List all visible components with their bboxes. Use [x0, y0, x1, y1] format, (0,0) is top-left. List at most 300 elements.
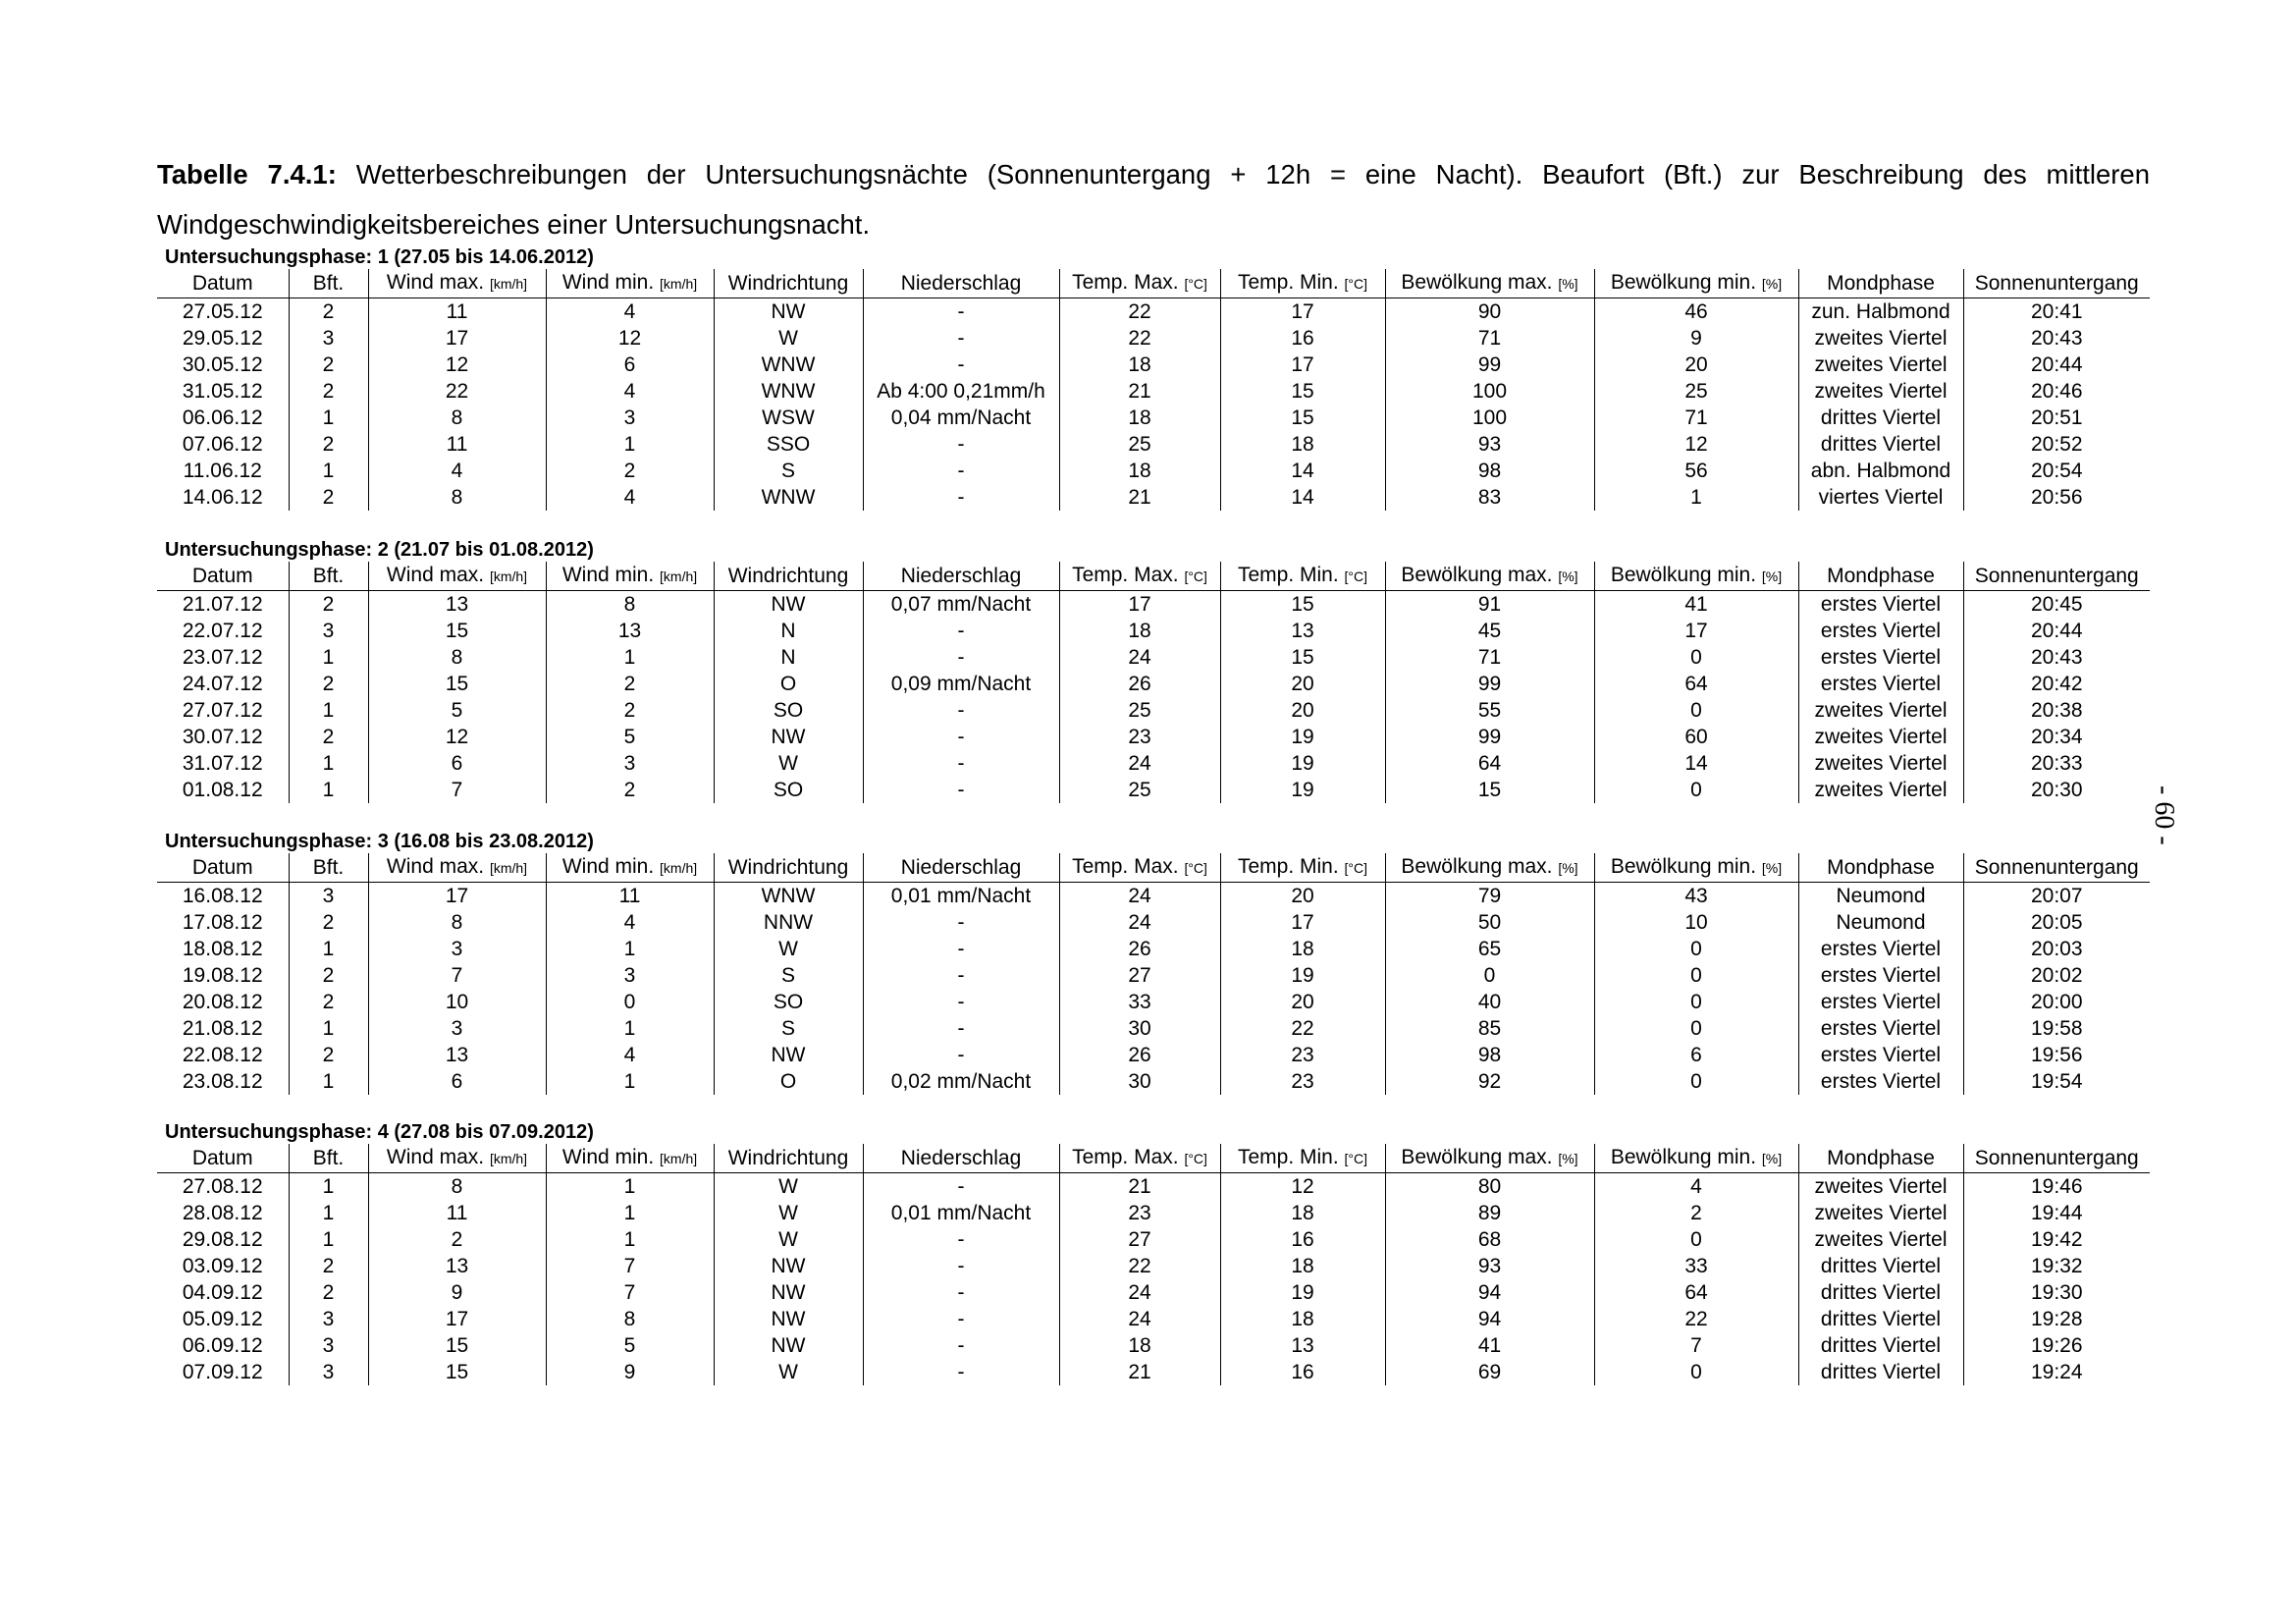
column-header — [546, 269, 714, 298]
column-header-label: Mondphase — [1827, 856, 1935, 879]
table-cell: 19 — [1220, 724, 1385, 750]
table-cell: 12 — [1594, 431, 1798, 458]
column-header-label: Wind min. — [561, 271, 655, 294]
table-row — [157, 777, 2150, 803]
column-header — [368, 853, 546, 883]
table-cell: 94 — [1385, 1306, 1594, 1332]
column-header-unit: [%] — [1761, 568, 1783, 584]
table-cell: 1 — [289, 405, 368, 431]
table-cell: - — [863, 909, 1059, 936]
table-cell: - — [863, 1042, 1059, 1068]
table-cell: 17 — [1220, 298, 1385, 326]
table-row — [157, 1042, 2150, 1068]
column-header-label: Sonnenuntergang — [1974, 1147, 2139, 1169]
table-cell: 90 — [1385, 298, 1594, 326]
table-cell: 23.08.12 — [182, 1070, 263, 1093]
table-cell: - — [863, 618, 1059, 644]
column-header-label: Sonnenuntergang — [1974, 272, 2139, 295]
column-header-unit: [%] — [1558, 1151, 1578, 1166]
table-cell: 4 — [546, 298, 714, 326]
table-cell: 1 — [289, 1015, 368, 1042]
table-cell: - — [863, 989, 1059, 1015]
table-cell: 5 — [546, 724, 714, 750]
table-cell: WNW — [714, 378, 863, 405]
column-header-label: Niederschlag — [900, 856, 1022, 879]
table-cell: 19 — [1220, 1279, 1385, 1306]
table-cell: 20:41 — [1963, 298, 2150, 326]
table-cell: zweites Viertel — [1798, 750, 1963, 777]
table-cell: erstes Viertel — [1798, 591, 1963, 619]
table-cell: 13 — [368, 1042, 546, 1068]
table-row — [157, 1359, 2150, 1385]
table-cell: W — [714, 936, 863, 962]
table-cell: 15 — [1220, 644, 1385, 671]
column-header — [863, 853, 1059, 883]
column-header-label: Datum — [191, 272, 253, 295]
table-cell: erstes Viertel — [1798, 1015, 1963, 1042]
column-header-label: Sonnenuntergang — [1974, 856, 2139, 879]
table-cell: W — [714, 1200, 863, 1226]
table-cell: - — [863, 724, 1059, 750]
table-cell: 8 — [368, 405, 546, 431]
table-cell: 8 — [546, 1306, 714, 1332]
table-cell: erstes Viertel — [1798, 989, 1963, 1015]
table-cell: 19:58 — [1963, 1015, 2150, 1042]
table-cell: 21.08.12 — [182, 1017, 263, 1040]
table-cell: 22 — [368, 378, 546, 405]
table-cell: 8 — [368, 909, 546, 936]
table-cell: 16 — [1220, 325, 1385, 352]
table-cell: 18 — [1059, 458, 1220, 484]
table-cell: 1 — [289, 1173, 368, 1201]
table-cell: 1 — [289, 750, 368, 777]
table-row — [157, 618, 2150, 644]
column-header-label: Mondphase — [1827, 565, 1935, 587]
column-header — [1220, 853, 1385, 883]
table-cell: 13 — [546, 618, 714, 644]
table-cell: 21 — [1059, 378, 1220, 405]
column-header-label: Mondphase — [1827, 272, 1935, 295]
table-cell: 98 — [1385, 458, 1594, 484]
column-header-label: Bewölkung min. — [1610, 564, 1757, 586]
table-cell: 19:56 — [1963, 1042, 2150, 1068]
table-cell: 17 — [368, 1306, 546, 1332]
table-cell: erstes Viertel — [1798, 1068, 1963, 1095]
table-row — [157, 458, 2150, 484]
column-header — [1798, 853, 1963, 883]
table-cell: 2 — [289, 352, 368, 378]
table-cell: 6 — [368, 1068, 546, 1095]
table-cell: 12 — [368, 352, 546, 378]
table-cell: 85 — [1385, 1015, 1594, 1042]
table-cell: 20:03 — [1963, 936, 2150, 962]
table-cell: 19:32 — [1963, 1253, 2150, 1279]
table-cell: 55 — [1385, 697, 1594, 724]
table-cell: 20:56 — [1963, 484, 2150, 511]
table-cell: 1 — [546, 1200, 714, 1226]
table-row — [157, 352, 2150, 378]
table-cell: 89 — [1385, 1200, 1594, 1226]
table-cell: 20:43 — [1963, 644, 2150, 671]
column-header — [157, 269, 289, 298]
table-cell: 20:46 — [1963, 378, 2150, 405]
table-cell: 3 — [546, 405, 714, 431]
table-cell: 0 — [1594, 1359, 1798, 1385]
table-cell: 10 — [1594, 909, 1798, 936]
column-header — [714, 269, 863, 298]
table-cell: 19.08.12 — [182, 964, 263, 987]
column-header-label: Temp. Max. — [1072, 271, 1179, 294]
table-cell: Ab 4:00 0,21mm/h — [863, 378, 1059, 405]
table-cell: 22.08.12 — [182, 1044, 263, 1066]
column-header — [1594, 269, 1798, 298]
column-header — [1385, 1144, 1594, 1173]
table-cell: SO — [714, 697, 863, 724]
table-cell: zweites Viertel — [1798, 378, 1963, 405]
table-cell: 22 — [1059, 298, 1220, 326]
table-cell: 0 — [1594, 962, 1798, 989]
column-header-unit: [km/h] — [660, 860, 698, 876]
table-cell: zweites Viertel — [1798, 777, 1963, 803]
column-header-label: Bewölkung max. — [1401, 564, 1553, 586]
table-cell: 0,01 mm/Nacht — [863, 1200, 1059, 1226]
table-cell: 19:26 — [1963, 1332, 2150, 1359]
table-row — [157, 325, 2150, 352]
table-cell: 92 — [1385, 1068, 1594, 1095]
table-cell: 27.08.12 — [182, 1175, 263, 1198]
table-cell: 10 — [368, 989, 546, 1015]
table-cell: 17 — [1594, 618, 1798, 644]
table-cell: 7 — [368, 777, 546, 803]
table-cell: 83 — [1385, 484, 1594, 511]
column-header — [863, 562, 1059, 591]
column-header — [1798, 562, 1963, 591]
column-header — [1963, 853, 2150, 883]
table-cell: 2 — [546, 697, 714, 724]
table-cell: 5 — [546, 1332, 714, 1359]
table-cell: drittes Viertel — [1798, 405, 1963, 431]
column-header-label: Datum — [191, 1147, 253, 1169]
table-cell: - — [863, 1015, 1059, 1042]
column-header-label: Bewölkung min. — [1610, 271, 1757, 294]
table-cell: abn. Halbmond — [1798, 458, 1963, 484]
table-cell: erstes Viertel — [1798, 962, 1963, 989]
column-header-label: Wind min. — [561, 564, 655, 586]
table-cell: 1 — [289, 777, 368, 803]
table-cell: 30.05.12 — [182, 353, 263, 376]
column-header-unit: [km/h] — [660, 1151, 698, 1166]
table-cell: 0,02 mm/Nacht — [863, 1068, 1059, 1095]
table-cell: 1 — [289, 458, 368, 484]
table-cell: 2 — [289, 1253, 368, 1279]
table-cell: 2 — [289, 909, 368, 936]
table-cell: 27 — [1059, 962, 1220, 989]
table-cell: 15 — [1220, 378, 1385, 405]
column-header-unit: [°C] — [1344, 276, 1368, 292]
table-cell: - — [863, 1279, 1059, 1306]
table-cell: 14.06.12 — [182, 486, 263, 509]
column-header — [546, 853, 714, 883]
table-cell: - — [863, 325, 1059, 352]
table-cell: 15 — [1385, 777, 1594, 803]
table-cell: Neumond — [1798, 909, 1963, 936]
table-cell: 12 — [368, 724, 546, 750]
table-cell: 14 — [1594, 750, 1798, 777]
column-header — [157, 853, 289, 883]
table-cell: 25 — [1059, 697, 1220, 724]
table-cell: 2 — [546, 777, 714, 803]
column-header — [368, 1144, 546, 1173]
table-row — [157, 1200, 2150, 1226]
table-cell: W — [714, 750, 863, 777]
table-cell: 15 — [368, 1359, 546, 1385]
table-cell: 1 — [546, 936, 714, 962]
table-cell: 45 — [1385, 618, 1594, 644]
table-cell: 19:28 — [1963, 1306, 2150, 1332]
table-cell: 2 — [546, 671, 714, 697]
column-header-label: Sonnenuntergang — [1974, 565, 2139, 587]
table-cell: - — [863, 750, 1059, 777]
table-cell: - — [863, 352, 1059, 378]
phase-block — [157, 830, 2150, 1095]
table-row — [157, 378, 2150, 405]
table-cell: zweites Viertel — [1798, 325, 1963, 352]
phase-block — [157, 245, 2150, 511]
column-header-label: Bft. — [312, 565, 345, 587]
table-cell: 3 — [289, 618, 368, 644]
table-cell: 3 — [368, 1015, 546, 1042]
column-header — [1594, 562, 1798, 591]
table-cell: 46 — [1594, 298, 1798, 326]
table-cell: 12 — [546, 325, 714, 352]
table-cell: erstes Viertel — [1798, 618, 1963, 644]
table-cell: 20:02 — [1963, 962, 2150, 989]
table-row — [157, 962, 2150, 989]
table-cell: 64 — [1594, 671, 1798, 697]
table-row — [157, 1253, 2150, 1279]
phase-title: Untersuchungsphase: 4 (27.08 bis 07.09.2012) — [165, 1121, 594, 1143]
table-cell: zweites Viertel — [1798, 724, 1963, 750]
table-cell: 21.07.12 — [182, 593, 263, 616]
column-header — [1059, 269, 1220, 298]
column-header-label: Wind min. — [561, 855, 655, 878]
table-row — [157, 724, 2150, 750]
column-header-label: Bft. — [312, 272, 345, 295]
table-cell: 3 — [289, 1332, 368, 1359]
table-cell: zweites Viertel — [1798, 1173, 1963, 1201]
table-cell: 2 — [289, 962, 368, 989]
table-cell: 8 — [368, 1173, 546, 1201]
column-header-unit: [km/h] — [660, 568, 698, 584]
table-cell: - — [863, 431, 1059, 458]
table-cell: 20:44 — [1963, 618, 2150, 644]
table-cell: 18 — [1220, 1306, 1385, 1332]
table-cell: 25 — [1059, 431, 1220, 458]
table-cell: WSW — [714, 405, 863, 431]
table-cell: - — [863, 697, 1059, 724]
table-cell: 11 — [368, 431, 546, 458]
table-cell: 0 — [1594, 1015, 1798, 1042]
table-cell: 20:30 — [1963, 777, 2150, 803]
caption-text: Wetterbeschreibungen der Untersuchungsnächte (Sonnenuntergang + 12h = eine Nacht). Beaufort (Bft.) zur Beschreibung des mittleren Windgeschwindigkeitsbereiches einer Untersuchungsnacht. — [157, 159, 2151, 240]
table-cell: 18.08.12 — [182, 938, 263, 960]
table-cell: 0 — [1594, 1068, 1798, 1095]
table-cell: 4 — [546, 378, 714, 405]
table-cell: 20 — [1220, 671, 1385, 697]
column-header-unit: [km/h] — [489, 276, 528, 292]
table-cell: NW — [714, 1306, 863, 1332]
table-cell: 30 — [1059, 1068, 1220, 1095]
table-cell: 8 — [546, 591, 714, 619]
table-cell: - — [863, 298, 1059, 326]
column-header — [1385, 853, 1594, 883]
table-cell: 2 — [289, 431, 368, 458]
table-cell: 1 — [289, 1068, 368, 1095]
table-cell: 0 — [1594, 697, 1798, 724]
table-cell: erstes Viertel — [1798, 644, 1963, 671]
table-cell: 24.07.12 — [182, 673, 263, 695]
header-row — [157, 562, 2150, 591]
column-header-unit: [°C] — [1184, 860, 1207, 876]
table-cell: 1 — [289, 1200, 368, 1226]
table-cell: 18 — [1220, 1200, 1385, 1226]
column-header-label: Windrichtung — [727, 1147, 849, 1169]
table-cell: 91 — [1385, 591, 1594, 619]
table-cell: 8 — [368, 644, 546, 671]
table-cell: drittes Viertel — [1798, 1359, 1963, 1385]
table-cell: 15 — [1220, 591, 1385, 619]
table-cell: 19 — [1220, 777, 1385, 803]
table-row — [157, 644, 2150, 671]
table-cell: - — [863, 777, 1059, 803]
table-cell: 05.09.12 — [182, 1308, 263, 1330]
column-header-label: Bewölkung max. — [1401, 271, 1553, 294]
table-cell: W — [714, 1226, 863, 1253]
table-cell: Neumond — [1798, 883, 1963, 910]
column-header-label: Wind max. — [386, 271, 485, 294]
table-cell: 18 — [1059, 405, 1220, 431]
table-cell: 2 — [289, 724, 368, 750]
table-cell: 17 — [1220, 909, 1385, 936]
table-cell: 30 — [1059, 1015, 1220, 1042]
table-cell: erstes Viertel — [1798, 936, 1963, 962]
table-cell: 0 — [1594, 936, 1798, 962]
page-number: - 60 - — [2149, 785, 2179, 845]
table-cell: 14 — [1220, 484, 1385, 511]
table-cell: 25 — [1059, 777, 1220, 803]
table-cell: 6 — [546, 352, 714, 378]
table-cell: 2 — [289, 378, 368, 405]
table-cell: 71 — [1385, 644, 1594, 671]
table-cell: 0 — [1594, 1226, 1798, 1253]
weather-table — [157, 1144, 2150, 1385]
table-cell: 20:45 — [1963, 591, 2150, 619]
table-cell: O — [714, 671, 863, 697]
phase-title: Untersuchungsphase: 1 (27.05 bis 14.06.2012) — [165, 246, 594, 268]
table-cell: 69 — [1385, 1359, 1594, 1385]
table-cell: O — [714, 1068, 863, 1095]
table-cell: - — [863, 1359, 1059, 1385]
table-cell: 27.07.12 — [182, 699, 263, 722]
header-row — [157, 269, 2150, 298]
table-cell: 06.09.12 — [182, 1334, 263, 1357]
table-cell: 29.05.12 — [182, 327, 263, 350]
table-cell: 4 — [546, 484, 714, 511]
table-cell: 24 — [1059, 909, 1220, 936]
table-cell: drittes Viertel — [1798, 431, 1963, 458]
table-cell: 2 — [289, 298, 368, 326]
table-cell: 21 — [1059, 1173, 1220, 1201]
header-row — [157, 1144, 2150, 1173]
column-header — [1385, 562, 1594, 591]
table-caption — [157, 149, 2150, 249]
table-row — [157, 405, 2150, 431]
column-header-unit: [°C] — [1344, 568, 1368, 584]
table-cell: 20:07 — [1963, 883, 2150, 910]
table-cell: 20:44 — [1963, 352, 2150, 378]
table-cell: - — [863, 1253, 1059, 1279]
table-row — [157, 883, 2150, 910]
table-cell: 22 — [1059, 1253, 1220, 1279]
table-cell: 0,01 mm/Nacht — [863, 883, 1059, 910]
table-cell: 17.08.12 — [182, 911, 263, 934]
column-header-label: Temp. Min. — [1237, 855, 1339, 878]
column-header — [368, 562, 546, 591]
table-row — [157, 1279, 2150, 1306]
table-cell: SSO — [714, 431, 863, 458]
column-header — [1963, 562, 2150, 591]
column-header — [863, 1144, 1059, 1173]
column-header-unit: [%] — [1761, 1151, 1783, 1166]
table-cell: 15 — [1220, 405, 1385, 431]
table-cell: 94 — [1385, 1279, 1594, 1306]
table-cell: 4 — [1594, 1173, 1798, 1201]
table-cell: 06.06.12 — [182, 406, 263, 429]
table-cell: 1 — [289, 1226, 368, 1253]
column-header — [289, 1144, 368, 1173]
table-cell: 20:34 — [1963, 724, 2150, 750]
table-cell: - — [863, 458, 1059, 484]
table-cell: 18 — [1059, 1332, 1220, 1359]
column-header-unit: [%] — [1558, 860, 1578, 876]
table-cell: 14 — [1220, 458, 1385, 484]
table-row — [157, 1015, 2150, 1042]
table-cell: zweites Viertel — [1798, 697, 1963, 724]
table-cell: 64 — [1385, 750, 1594, 777]
column-header-label: Temp. Min. — [1237, 564, 1339, 586]
table-cell: 15 — [368, 1332, 546, 1359]
table-cell: 3 — [289, 883, 368, 910]
table-cell: 20 — [1220, 989, 1385, 1015]
column-header-label: Wind max. — [386, 564, 485, 586]
column-header — [1059, 853, 1220, 883]
column-header-label: Bewölkung min. — [1610, 1146, 1757, 1168]
table-cell: 64 — [1594, 1279, 1798, 1306]
table-cell: 19:46 — [1963, 1173, 2150, 1201]
column-header — [1385, 269, 1594, 298]
table-cell: 3 — [546, 962, 714, 989]
table-cell: zweites Viertel — [1798, 1200, 1963, 1226]
header-row — [157, 853, 2150, 883]
table-cell: 26 — [1059, 936, 1220, 962]
column-header — [1220, 269, 1385, 298]
table-cell: 2 — [289, 1279, 368, 1306]
column-header — [289, 562, 368, 591]
table-cell: 26 — [1059, 1042, 1220, 1068]
column-header-label: Wind max. — [386, 1146, 485, 1168]
table-cell: 3 — [546, 750, 714, 777]
table-cell: 07.06.12 — [182, 433, 263, 456]
